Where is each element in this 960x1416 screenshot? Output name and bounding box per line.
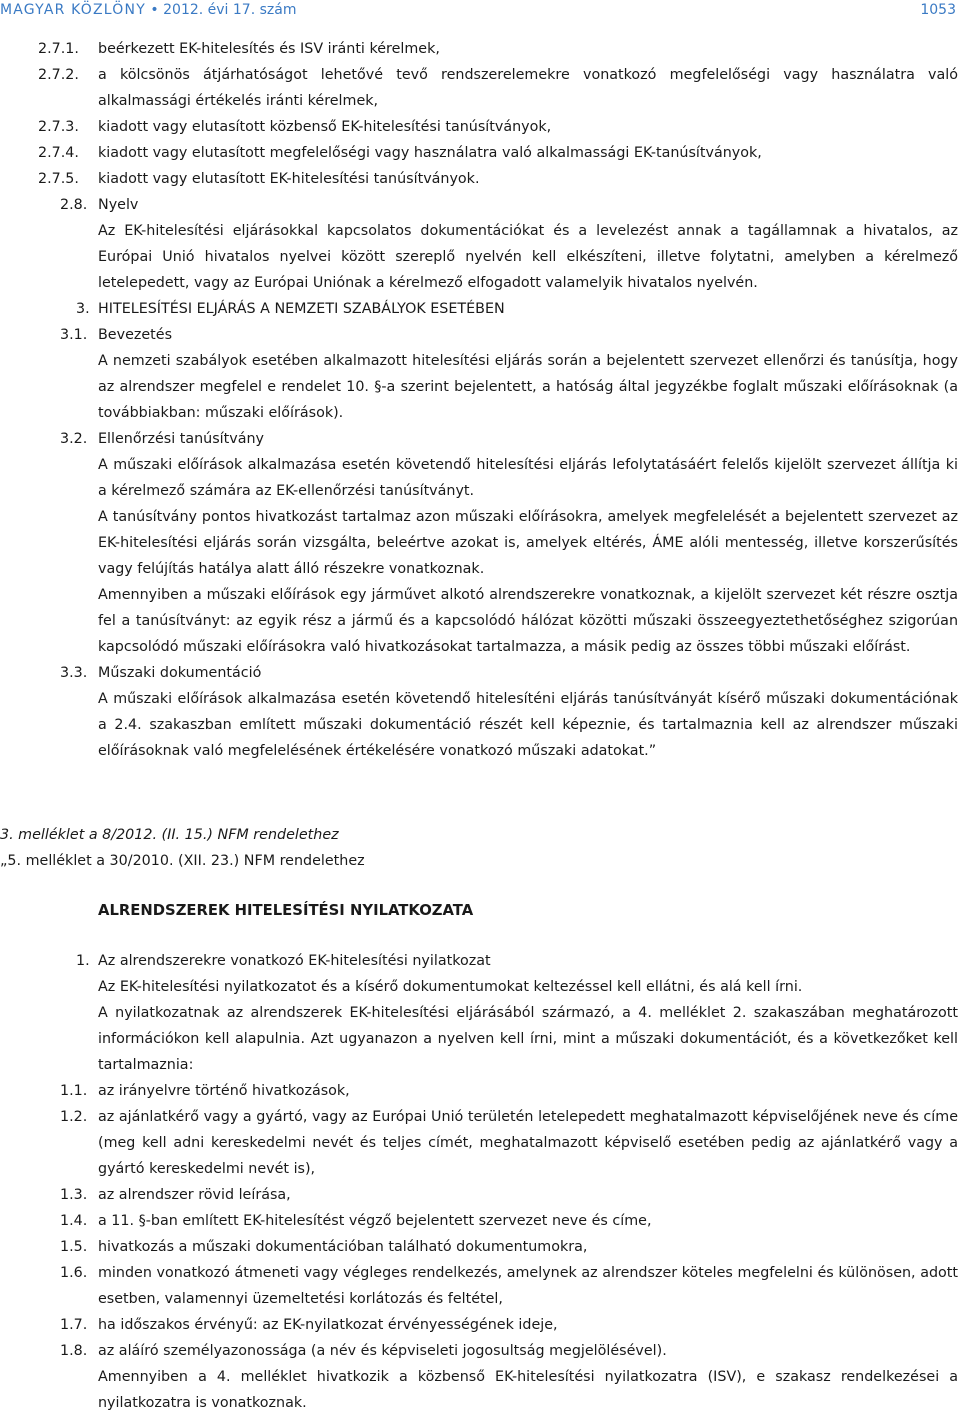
point-1-paragraph: A nyilatkozatnak az alrendszerek EK-hitelesítési eljárásából származó, a 4. melléklet 2. szakaszában meghatározott információkon kell alapulnia. Azt ugyanazon a nyelven kell írni, mint a műszaki dokumentációt, és a következőket kell tartalmaznia: <box>98 1005 958 1073</box>
item-text: kiadott vagy elutasított megfelelőségi vagy használatra való alkalmassági EK-tanúsítványok, <box>98 145 762 161</box>
annex-reference: 3. melléklet a 8/2012. (II. 15.) NFM rendelethez <box>0 827 339 843</box>
list-item <box>0 1104 960 1182</box>
section-3-1-heading <box>0 322 960 348</box>
header-journal: MAGYAR KÖZLÖNY <box>0 2 146 18</box>
section-2-8-heading <box>0 192 960 218</box>
section-3-1-body: A nemzeti szabályok esetében alkalmazott hitelesítési eljárás során a bejelentett szervezet ellenőrzi és tanúsítja, hogy az alrendszer megfelel e rendelet 10. §-a szerint bejelentett, a hatóság által jegyzékbe foglalt műszaki előírásoknak (a továbbiakban: műszaki előírások). <box>98 353 958 421</box>
list-item <box>0 114 960 140</box>
list-item <box>0 166 960 192</box>
section-2-7-list <box>0 36 960 192</box>
section-number: 2.8. <box>60 197 88 213</box>
item-text: hivatkozás a műszaki dokumentációban található dokumentumokra, <box>98 1239 588 1255</box>
item-number: 1.3. <box>60 1187 88 1203</box>
section-number: 3. <box>76 301 90 317</box>
item-number: 2.7.3. <box>38 119 79 135</box>
page-number: 1053 <box>920 2 956 18</box>
declaration-title: ALRENDSZEREK HITELESÍTÉSI NYILATKOZATA <box>98 902 474 919</box>
item-number: 1.8. <box>60 1343 88 1359</box>
section-title: HITELESÍTÉSI ELJÁRÁS A NEMZETI SZABÁLYOK ESETÉBEN <box>98 301 505 317</box>
list-item <box>0 1338 960 1364</box>
list-item <box>0 140 960 166</box>
point-1-paragraph: Az EK-hitelesítési nyilatkozatot és a kísérő dokumentumokat keltezéssel kell ellátni, és alá kell írni. <box>98 979 803 995</box>
list-item <box>0 1208 960 1234</box>
item-number: 2.7.4. <box>38 145 79 161</box>
list-item <box>0 1078 960 1104</box>
item-number: 1.1. <box>60 1083 88 1099</box>
item-text: az irányelvre történő hivatkozások, <box>98 1083 350 1099</box>
header-journal-line: MAGYAR KÖZLÖNY • 2012. évi 17. szám <box>0 2 297 18</box>
item-number: 1.2. <box>60 1109 88 1125</box>
item-number: 1.5. <box>60 1239 88 1255</box>
list-item <box>0 62 960 114</box>
item-text: ha időszakos érvényű: az EK-nyilatkozat érvényességének ideje, <box>98 1317 558 1333</box>
spacer <box>0 764 960 822</box>
closing-paragraph: Amennyiben a 4. melléklet hivatkozik a közbenső EK-hitelesítési nyilatkozatra (ISV), e szakasz rendelkezései a nyilatkozatra is vonatkoznak. <box>98 1369 958 1411</box>
item-text: az aláíró személyazonossága (a név és képviseleti jogosultság megjelölésével). <box>98 1343 667 1359</box>
section-3-3-heading <box>0 660 960 686</box>
item-text: kiadott vagy elutasított közbenső EK-hitelesítési tanúsítványok, <box>98 119 552 135</box>
list-item <box>0 1234 960 1260</box>
section-number: 3.3. <box>60 665 88 681</box>
section-3-2-heading <box>0 426 960 452</box>
section-3-2-paragraph: A műszaki előírások alkalmazása esetén követendő hitelesítési eljárás lefolytatásáért felelős kijelölt szervezet állítja ki a kérelmező számára az EK-ellenőrzési tanúsítványt. <box>98 457 958 499</box>
list-item <box>0 36 960 62</box>
point-1-heading <box>0 948 960 974</box>
list-item <box>0 1312 960 1338</box>
item-text: a kölcsönös átjárhatóságot lehetővé tevő rendszerelemekre vonatkozó megfelelőségi vagy használatra való alkalmassági értékelés iránti kérelmek, <box>98 67 958 109</box>
item-text: minden vonatkozó átmeneti vagy végleges rendelkezés, amelynek az alrendszer köteles megfelelni és különösen, adott esetben, valamennyi üzemeltetési korlátozás és feltétel, <box>98 1265 958 1307</box>
item-number: 2.7.5. <box>38 171 79 187</box>
item-number: 1.6. <box>60 1265 88 1281</box>
section-number: 1. <box>76 953 90 969</box>
item-number: 1.7. <box>60 1317 88 1333</box>
item-number: 1.4. <box>60 1213 88 1229</box>
list-item <box>0 1182 960 1208</box>
section-title: Bevezetés <box>98 327 173 343</box>
item-number: 2.7.2. <box>38 67 79 83</box>
item-number: 2.7.1. <box>38 41 79 57</box>
item-text: beérkezett EK-hitelesítés és ISV iránti kérelmek, <box>98 41 440 57</box>
section-title: Az alrendszerekre vonatkozó EK-hitelesítési nyilatkozat <box>98 953 491 969</box>
item-text: az ajánlatkérő vagy a gyártó, vagy az Európai Unió területén letelepedett meghatalmazott képviselőjének neve és címe (meg kell adni kereskedelmi nevét és teljes címét, meghatalmazott képviselő esetében pedig az ajánlatkérő vagy a gyártó kereskedelmi nevét is), <box>98 1109 958 1177</box>
section-2-8-body: Az EK-hitelesítési eljárásokkal kapcsolatos dokumentációkat és a levelezést annak a tagállamnak a hivatalos, az Európai Unió hivatalos nyelvei között szereplő nyelvén kell elkészíteni, illetve folytatni, amelyben a kérelmező letelepedett, vagy az Európai Uniónak a kérelmező elfogadott valamelyik hivatalos nyelvén. <box>98 223 958 291</box>
annex-subtitle: „5. melléklet a 30/2010. (XII. 23.) NFM rendelethez <box>0 853 365 869</box>
section-title: Ellenőrzési tanúsítvány <box>98 431 264 447</box>
header-issue: 2012. évi 17. szám <box>163 2 297 18</box>
item-text: a 11. §-ban említett EK-hitelesítést végző bejelentett szervezet neve és címe, <box>98 1213 652 1229</box>
item-text: az alrendszer rövid leírása, <box>98 1187 291 1203</box>
list-item <box>0 1260 960 1312</box>
section-3-2-paragraph: A tanúsítvány pontos hivatkozást tartalmaz azon műszaki előírásokra, amelyek megfelelését a bejelentett szervezet az EK-hitelesítési eljárás során vizsgálta, beleértve azokat is, amelyek eltérés, ÁME alóli mentesség, illetve korszerűsítés vagy felújítás hatálya alatt álló részekre vonatkoznak. <box>98 509 958 577</box>
running-header <box>0 0 960 20</box>
section-number: 3.2. <box>60 431 88 447</box>
section-3-heading <box>0 296 960 322</box>
section-3-2-paragraph: Amennyiben a műszaki előírások egy járművet alkotó alrendszerekre vonatkoznak, a kijelölt szervezet két részre osztja fel a tanúsítványt: az egyik rész a jármű és a kapcsolódó hálózat közötti műszaki összeegyeztethetőséghez szigorúan kapcsolódó műszaki előírásokra való hivatkozásokat tartalmazza, a másik pedig az összes többi műszaki előírást. <box>98 587 958 655</box>
point-1-list <box>0 1078 960 1364</box>
item-text: kiadott vagy elutasított EK-hitelesítési tanúsítványok. <box>98 171 480 187</box>
section-number: 3.1. <box>60 327 88 343</box>
section-3-3-body: A műszaki előírások alkalmazása esetén követendő hitelesíténi eljárás tanúsítványát kísérő műszaki dokumentációnak a 2.4. szakaszban említett műszaki dokumentáció részét kell képeznie, és tartalmaznia kell az alrendszer műszaki előírásoknak való megfelelésének értékelésére vonatkozó műszaki adatokat.” <box>98 691 958 759</box>
document-body <box>0 36 960 1416</box>
section-title: Műszaki dokumentáció <box>98 665 262 681</box>
section-title: Nyelv <box>98 197 139 213</box>
